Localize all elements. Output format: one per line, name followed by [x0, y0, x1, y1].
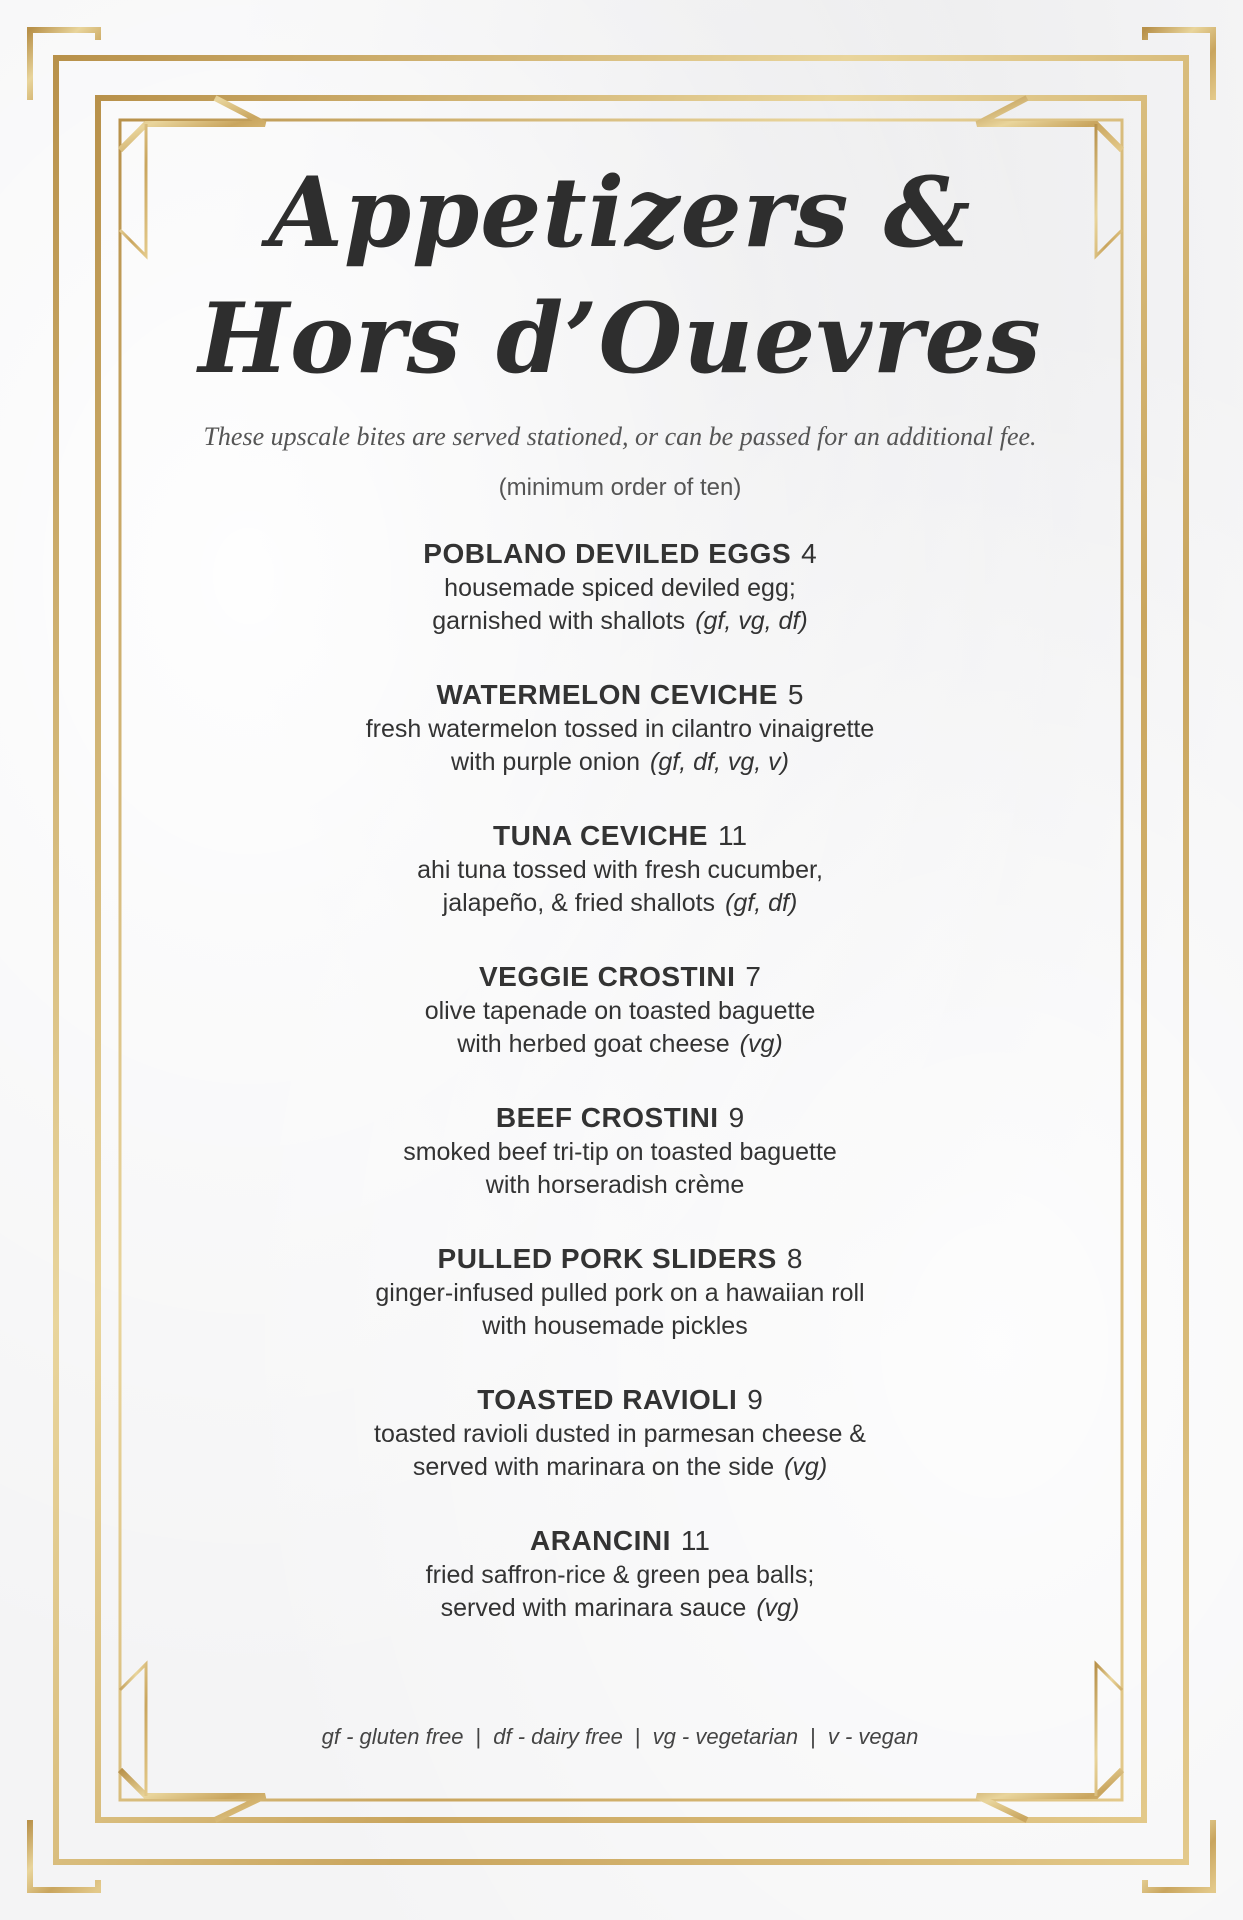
- legend-vegetarian: vg - vegetarian: [652, 1724, 799, 1749]
- title-line-2: Hors d’Ouevres: [198, 282, 1042, 395]
- item-name: TUNA CEVICHE: [492, 820, 708, 851]
- item-price: 11: [717, 820, 748, 851]
- item-description-line: with housemade pickles: [482, 1312, 748, 1340]
- dietary-legend: [140, 1724, 1100, 1750]
- title-line-1: Appetizers &: [268, 156, 972, 269]
- item-description-line: with herbed goat cheese: [457, 1030, 730, 1058]
- menu-item: [140, 677, 1100, 818]
- item-price: 9: [728, 1102, 745, 1133]
- item-description-line: smoked beef tri-tip on toasted baguette: [403, 1138, 837, 1166]
- item-name: PULLED PORK SLIDERS: [437, 1243, 777, 1274]
- menu-item: [140, 818, 1100, 959]
- item-description-line: fried saffron-rice & green pea balls;: [425, 1561, 815, 1589]
- legend-separator: |: [634, 1724, 641, 1749]
- legend-dairy-free: df - dairy free: [493, 1724, 623, 1749]
- item-description-line: ahi tuna tossed with fresh cucumber,: [417, 856, 823, 884]
- menu-title: [140, 150, 1100, 402]
- legend-separator: |: [810, 1724, 816, 1749]
- item-description-line: jalapeño, & fried shallots: [442, 889, 716, 917]
- item-description-line: garnished with shallots: [432, 607, 686, 635]
- legend-vegan: v - vegan: [827, 1724, 919, 1749]
- menu-item: [140, 1241, 1100, 1382]
- item-name: POBLANO DEVILED EGGS: [423, 538, 792, 569]
- item-description-line: served with marinara sauce: [440, 1594, 747, 1622]
- item-name: TOASTED RAVIOLI: [477, 1384, 738, 1415]
- legend-gluten-free: gf - gluten free: [321, 1724, 464, 1749]
- item-description-line: served with marinara on the side: [412, 1453, 775, 1481]
- item-name: ARANCINI: [530, 1525, 671, 1556]
- item-diet-tags: (vg): [739, 1030, 783, 1058]
- item-name: BEEF CROSTINI: [495, 1102, 719, 1133]
- item-price: 9: [747, 1384, 763, 1415]
- item-description-line: olive tapenade on toasted baguette: [424, 997, 816, 1025]
- item-description-line: ginger-infused pulled pork on a hawaiian roll: [375, 1279, 865, 1307]
- item-description-line: toasted ravioli dusted in parmesan cheese &: [374, 1420, 866, 1448]
- item-diet-tags: (gf, df, vg, v): [650, 748, 789, 776]
- item-description-line: fresh watermelon tossed in cilantro vinaigrette: [365, 715, 875, 743]
- item-price: 7: [745, 961, 761, 992]
- item-name: WATERMELON CEVICHE: [436, 679, 778, 710]
- menu-items-list: [140, 536, 1100, 1664]
- item-name: VEGGIE CROSTINI: [478, 961, 736, 992]
- item-description-line: with horseradish crème: [485, 1171, 745, 1199]
- menu-item: [140, 536, 1100, 677]
- item-price: 11: [680, 1525, 710, 1556]
- item-price: 8: [786, 1243, 803, 1274]
- menu-item: [140, 1382, 1100, 1523]
- menu-item: [140, 1100, 1100, 1241]
- item-diet-tags: (gf, df): [725, 889, 798, 917]
- item-price: 4: [801, 538, 817, 569]
- item-description-line: with purple onion: [451, 748, 641, 776]
- item-diet-tags: (vg): [784, 1453, 828, 1481]
- minimum-order-note: (minimum order of ten): [498, 474, 742, 501]
- intro-text: These upscale bites are served stationed, or can be passed for an additional fee.: [203, 422, 1037, 451]
- menu-item: [140, 959, 1100, 1100]
- item-price: 5: [787, 679, 804, 710]
- item-diet-tags: (vg): [756, 1594, 800, 1622]
- menu-item: [140, 1523, 1100, 1664]
- legend-separator: |: [475, 1724, 482, 1749]
- item-description-line: housemade spiced deviled egg;: [444, 574, 796, 602]
- item-diet-tags: (gf, vg, df): [695, 607, 808, 635]
- menu-content: [140, 150, 1100, 1664]
